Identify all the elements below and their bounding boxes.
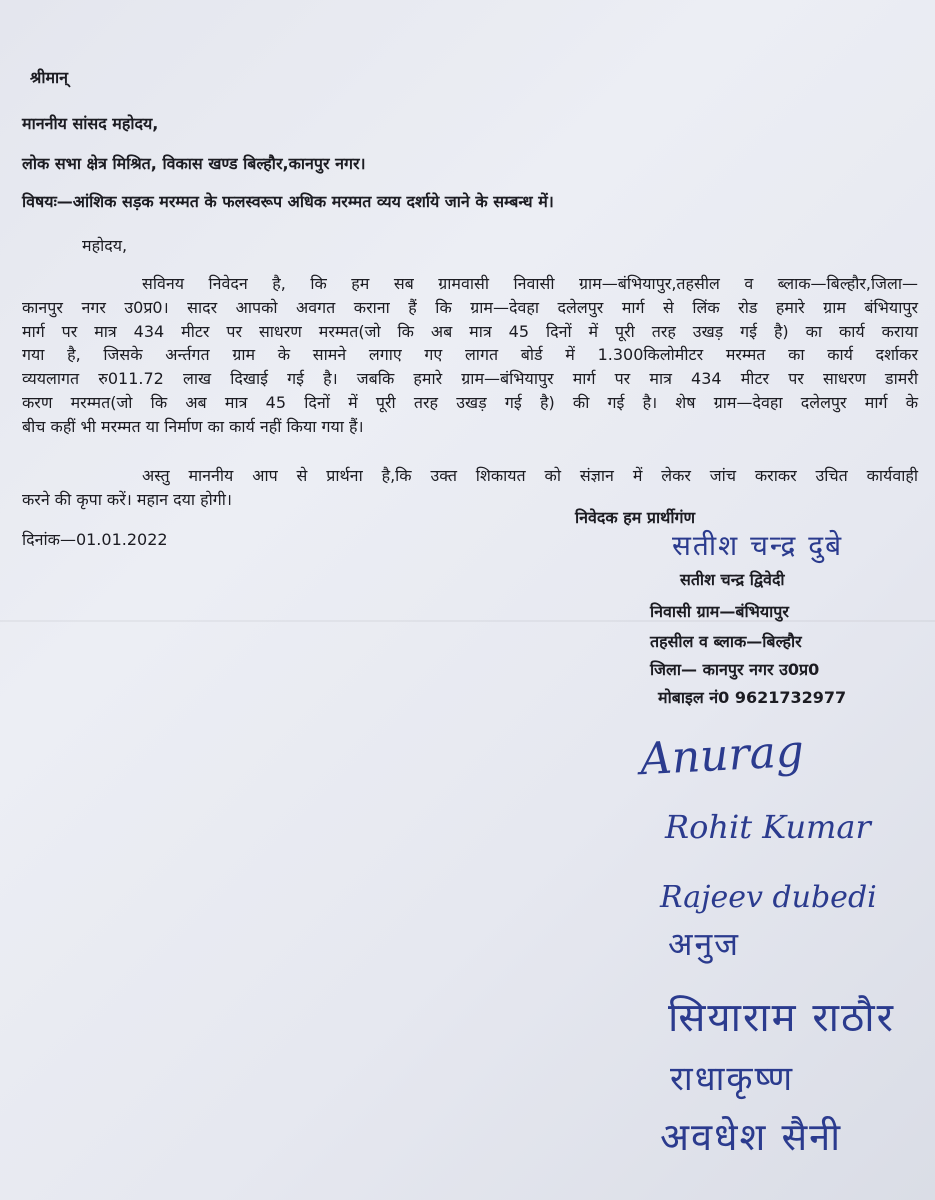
sender-mobile: मोबाइल नं0 9621732977 xyxy=(658,688,847,707)
signature-siyaram-rathore: सियाराम राठौर xyxy=(668,995,895,1041)
request-line: अस्तु माननीय आप से प्रार्थना है,कि उक्त शिकायत को संज्ञान में लेकर जांच कराकर उचित कार्यवाही xyxy=(142,466,918,485)
sender-signature: सतीश चन्द्र दुबे xyxy=(672,529,844,562)
addressee: माननीय सांसद महोदय, xyxy=(22,114,159,133)
signature-avdhesh-saini: अवधेश सैनी xyxy=(660,1115,843,1159)
signature-anuj: अनुज xyxy=(668,925,740,963)
signature-radhakrishna: राधाकृष्ण xyxy=(670,1059,795,1099)
body-paragraph xyxy=(22,272,918,439)
sender-district: जिला— कानपुर नगर उ0प्र0 xyxy=(650,660,820,679)
body-line: सविनय निवेदन है, कि हम सब ग्रामवासी निवासी ग्राम—बंभियापुर,तहसील व ब्लाक—बिल्हौर,जिला— xyxy=(142,274,918,293)
sender-tehsil: तहसील व ब्लाक—बिल्हौर xyxy=(650,632,802,651)
constituency: लोक सभा क्षेत्र मिश्रित, विकास खण्ड बिल्हौर,कानपुर नगर। xyxy=(22,154,366,173)
body-line: बीच कहीं भी मरम्मत या निर्माण का कार्य नहीं किया गया हैं। xyxy=(22,416,364,436)
date: दिनांक—01.01.2022 xyxy=(22,530,168,549)
sender-village: निवासी ग्राम—बंभियापुर xyxy=(650,602,789,621)
body-line: कानपुर नगर उ0प्र0। सादर आपको अवगत कराना हैं कि ग्राम—देवहा दलेलपुर मार्ग से लिंक रोड हमारे ग्राम बंभियापुर xyxy=(22,297,918,317)
request-paragraph xyxy=(22,464,918,512)
subject-line: विषयः—आंशिक सड़क मरम्मत के फलस्वरूप अधिक मरम्मत व्यय दर्शाये जाने के सम्बन्ध में। xyxy=(22,192,554,211)
signature-anurag: Anurag xyxy=(638,725,806,786)
salutation: श्रीमान् xyxy=(30,68,69,87)
signature-rohit-kumar: Rohit Kumar xyxy=(665,808,871,846)
applicants-heading: निवेदक हम प्रार्थीगंण xyxy=(575,508,696,527)
paper-crease xyxy=(0,620,935,622)
body-line: गया है, जिसके अर्न्तगत ग्राम के सामने लगाए गए लागत बोर्ड में 1.300किलोमीटर मरम्मत का कार्य दर्शाकर xyxy=(22,345,918,365)
body-line: करण मरम्मत(जो कि अब मात्र 45 दिनों में पूरी तरह उखड़ गई है) की गई है। शेष ग्राम—देवहा दलेलपुर मार्ग के xyxy=(22,392,918,412)
sender-name: सतीश चन्द्र द्विवेदी xyxy=(680,570,785,589)
request-line: करने की कृपा करें। महान दया होगी। xyxy=(22,489,232,509)
body-line: मार्ग पर मात्र 434 मीटर पर साधरण मरम्मत(जो कि अब मात्र 45 दिनों में पूरी तरह उखड़ गई है) का कार्य कराया xyxy=(22,321,918,341)
signature-rajeev-dubedi: Rajeev dubedi xyxy=(660,880,877,915)
greeting: महोदय, xyxy=(82,236,128,255)
body-line: व्ययलागत रु011.72 लाख दिखाई गई है। जबकि हमारे ग्राम—बंभियापुर मार्ग पर मात्र 434 मीटर पर साधरण डामरी xyxy=(22,369,918,389)
